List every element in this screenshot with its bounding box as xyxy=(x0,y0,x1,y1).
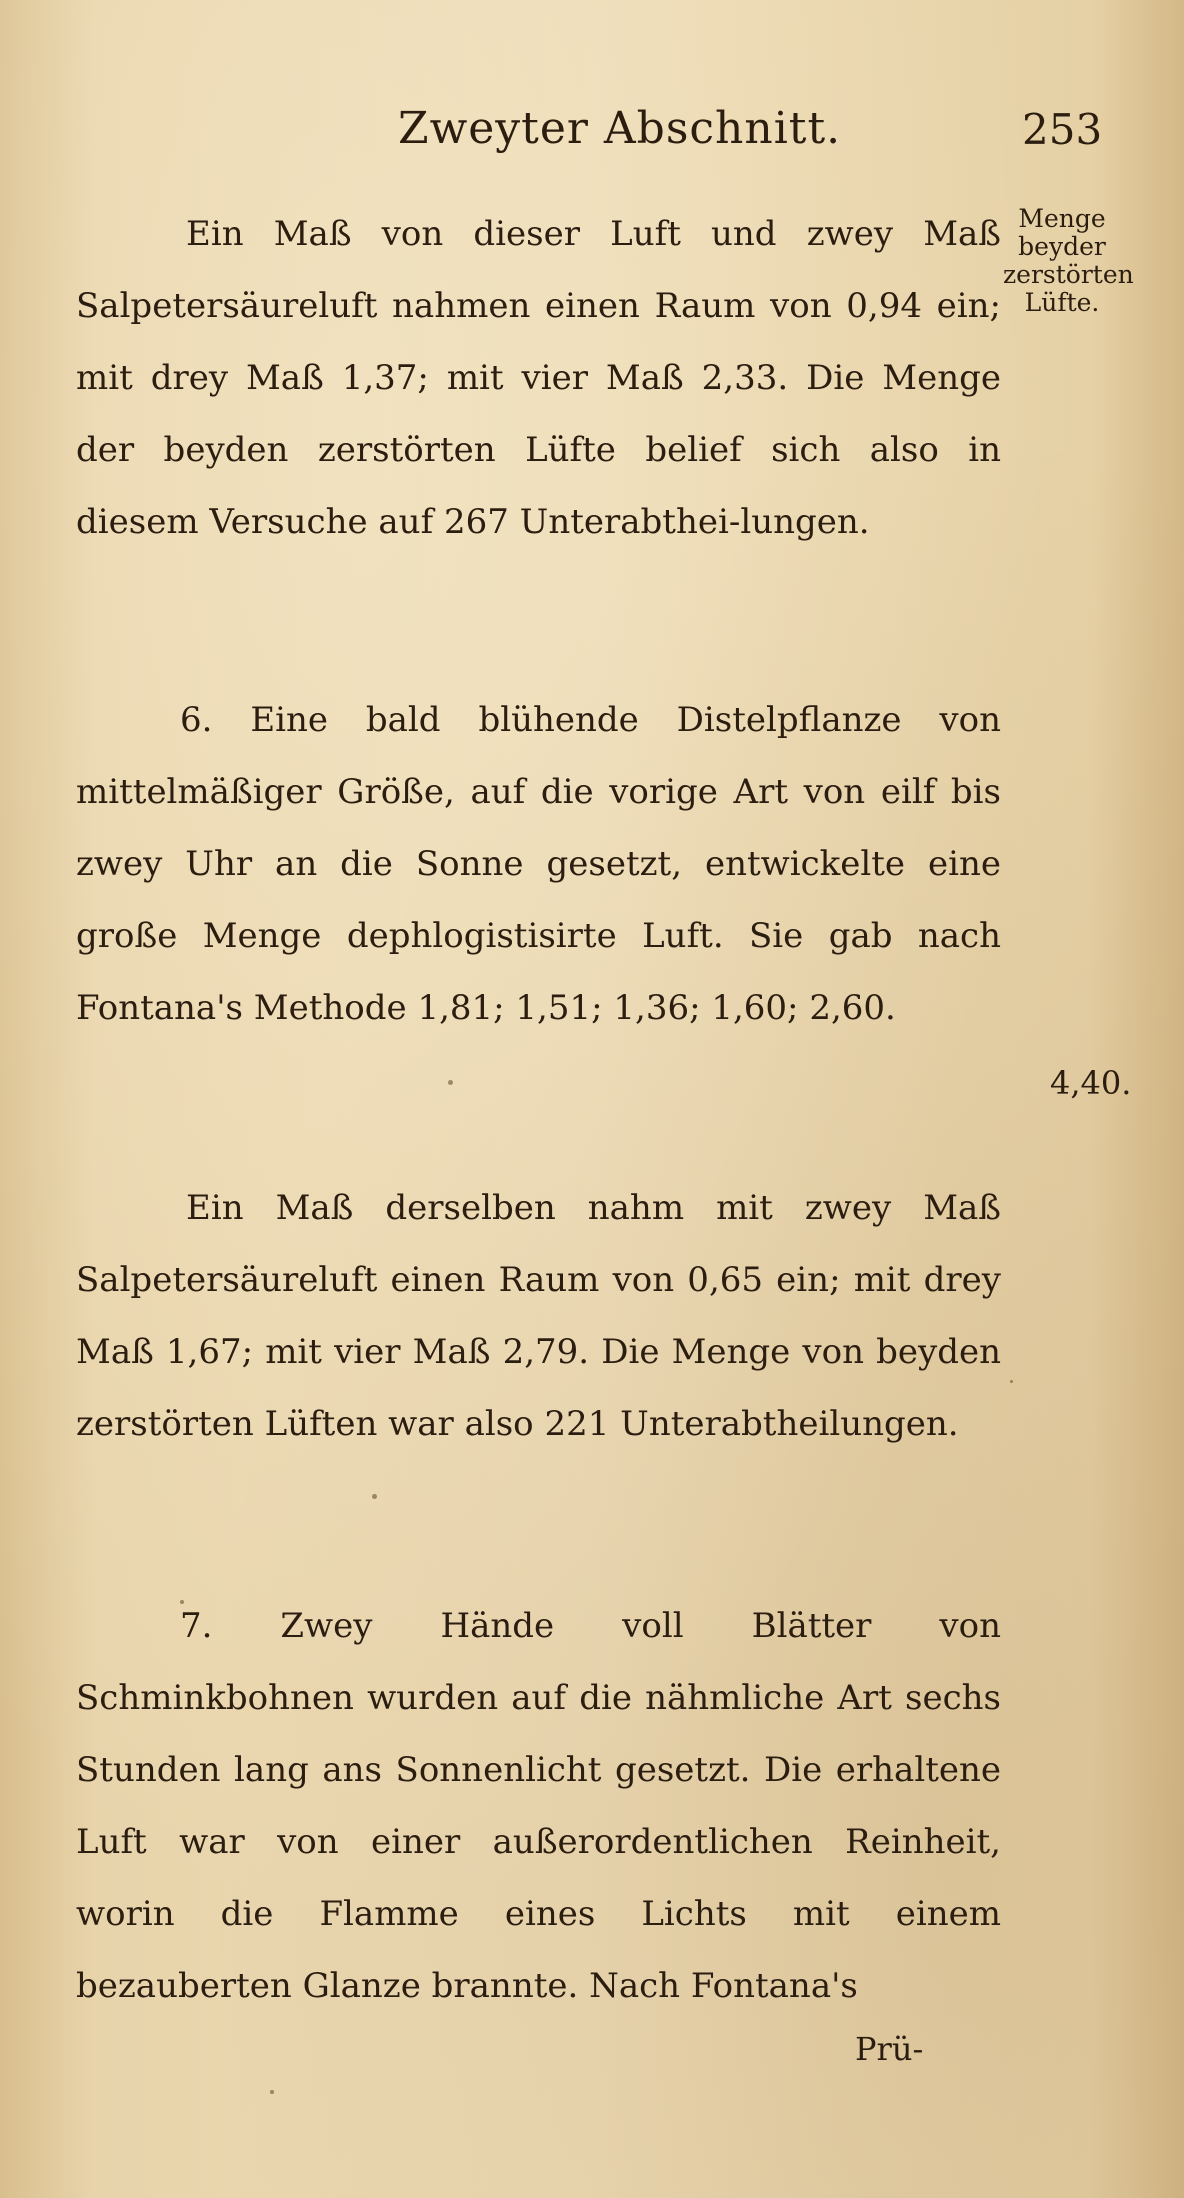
page-header xyxy=(0,95,1184,165)
paper-speck xyxy=(372,1494,377,1499)
paragraph-1: Ein Maß von dieser Luft und zwey Maß Salpetersäureluft nahmen einen Raum von 0,94 ein; mit drey Maß 1,37; mit vier Maß 2,33. Die Menge der beyden zerstörten Lüfte belief sich also in diesem Versuche auf 267 Unterabthei-lungen. xyxy=(76,214,1001,542)
paper-speck xyxy=(1010,1380,1013,1383)
paragraph-3: Ein Maß derselben nahm mit zwey Maß Salpetersäureluft einen Raum von 0,65 ein; mit drey Maß 1,67; mit vier Maß 2,79. Die Menge von beyden zerstörten Lüften war also 221 Unterabtheilungen. xyxy=(76,1188,1001,1444)
margin-note: Menge beyder zerstörten Lüfte. xyxy=(1003,204,1134,317)
values-total: 4,40. xyxy=(1050,1064,1132,1102)
paragraph-4: 7. Zwey Hände voll Blätter von Schminkbohnen wurden auf die nähmliche Art sechs Stunden lang ans Sonnenlicht gesetzt. Die erhaltene Luft war von einer außerordentlichen Reinheit, worin die Flamme eines Lichts mit einem bezauberten Glanze brannte. Nach Fontana's xyxy=(76,1606,1001,2006)
paper-speck xyxy=(270,2090,274,2094)
page-number: 253 xyxy=(1022,105,1103,154)
running-title: Zweyter Abschnitt. xyxy=(398,103,842,154)
paper-speck xyxy=(448,1080,453,1085)
paper-speck xyxy=(180,1600,184,1604)
catchword: Prü- xyxy=(855,2030,924,2068)
paragraph-2: 6. Eine bald blühende Distelpflanze von mittelmäßiger Größe, auf die vorige Art von eilf bis zwey Uhr an die Sonne gesetzt, entwickelte eine große Menge dephlogistisirte Luft. Sie gab nach Fontana's Methode 1,81; 1,51; 1,36; 1,60; 2,60. xyxy=(76,700,1001,1028)
